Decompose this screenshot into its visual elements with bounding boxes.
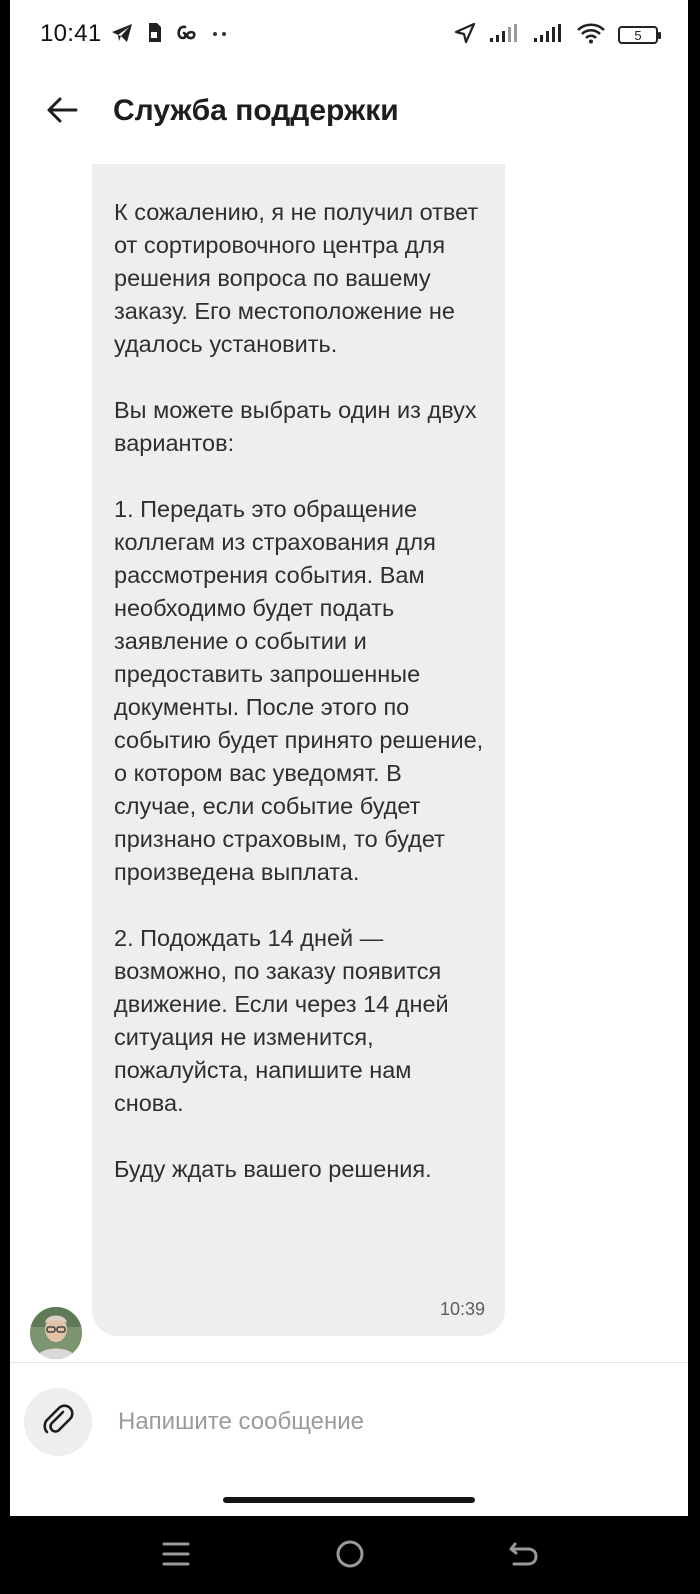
battery-icon: 5 xyxy=(618,26,658,44)
sim-card-icon xyxy=(146,22,162,49)
home-button[interactable] xyxy=(326,1532,374,1580)
support-agent-avatar xyxy=(30,1307,82,1359)
chat-messages[interactable] xyxy=(10,164,688,1362)
arrow-left-icon xyxy=(46,96,78,129)
paperclip-icon xyxy=(41,1403,75,1442)
page-title: Служба поддержки xyxy=(113,94,399,127)
wifi-icon xyxy=(576,22,606,49)
status-time: 10:41 xyxy=(40,20,102,47)
status-bar xyxy=(10,0,688,72)
message-composer xyxy=(10,1363,688,1516)
signal-icon xyxy=(488,23,520,48)
app-badge-icon xyxy=(174,23,200,48)
menu-icon xyxy=(162,1541,190,1572)
message-input[interactable] xyxy=(118,1399,658,1445)
menu-button[interactable] xyxy=(152,1532,200,1580)
message-time: 10:39 xyxy=(439,1299,485,1319)
back-return-icon xyxy=(509,1540,539,1573)
back-nav-button[interactable] xyxy=(500,1532,548,1580)
telegram-icon xyxy=(110,22,134,49)
home-circle-icon xyxy=(335,1539,365,1574)
home-indicator[interactable] xyxy=(223,1497,475,1503)
attach-button[interactable] xyxy=(24,1388,92,1456)
message-text: К сожалению, я не получил ответ от сортировочного центра для решения вопроса по вашему заказу. Его местоположение не удалось установить. Вы можете выбрать один из двух вариантов: 1. Передать это обращение коллегам из страхования для рассмотрения события. Вам необходимо будет подать заявление о событии и предоставить запрошенные документы. После этого по событию будет принято решение, о котором вас уведомят. В случае, если событие будет признано страховым, то будет произведена выплата. 2. Подождать 14 дней — возможно, по заказу появится движение. Если через 14 дней ситуация не изменится, пожалуйста, напишите нам снова. Буду ждать вашего решения. xyxy=(114,199,484,1182)
location-arrow-icon xyxy=(454,22,476,49)
support-message-bubble xyxy=(92,164,505,1336)
chat-header xyxy=(10,72,688,164)
back-button[interactable] xyxy=(40,90,84,134)
support-chat-app xyxy=(10,0,688,1516)
signal-icon xyxy=(532,23,564,48)
system-nav-bar xyxy=(0,1516,700,1594)
more-dots-icon xyxy=(212,26,228,44)
